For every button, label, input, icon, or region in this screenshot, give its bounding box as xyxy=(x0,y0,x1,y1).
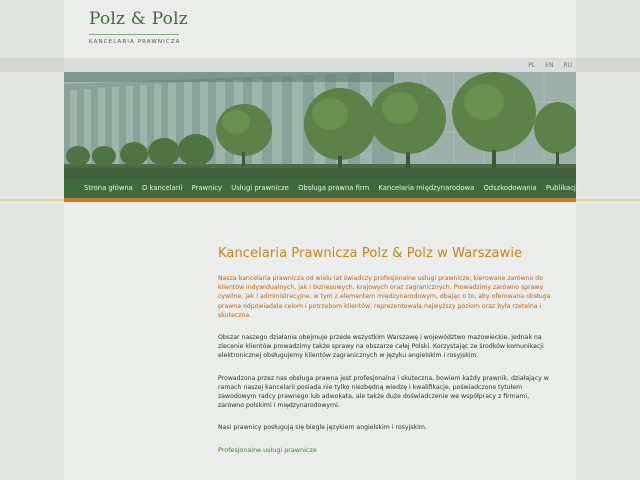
page-title: Kancelaria Prawnicza Polz & Polz w Warszawie xyxy=(218,246,523,261)
lang-en-link[interactable]: EN xyxy=(545,61,554,69)
languages-paragraph: Nasi prawnicy posługują się biegle językiem angielskim i rosyjskim. xyxy=(218,424,427,432)
lang-ru-link[interactable]: RU xyxy=(563,61,572,69)
lang-pl-link[interactable]: PL xyxy=(528,61,536,69)
logo[interactable] xyxy=(89,9,188,45)
nav-item-o-kancelarii[interactable]: O kancelarii xyxy=(142,184,183,192)
nav-item-obsluga-prawna-firm[interactable]: Obsługa prawna firm xyxy=(298,184,370,192)
nav-item-odszkodowania[interactable]: Odszkodowania xyxy=(483,184,537,192)
nav-item-strona-glowna[interactable]: Strona główna xyxy=(84,184,133,192)
nav-item-kancelaria-miedzynarodowa[interactable]: Kancelaria międzynarodowa xyxy=(378,184,475,192)
services-subheading[interactable]: Profesjonalne usługi prawnicze xyxy=(218,445,317,454)
intro-paragraph: Nasza kancelaria prawnicza od wielu lat świadczy profesjonalne usługi prawnicze, kierowane zarówno do klientów indywidualnych, jak i biznesowych, krajowych oraz zagranicznych. Prowadzimy zarówno sprawy cywilne, jak i administracyjne, w tym z elementem międzynarodowym, dbając o to, aby oferowana obsługa prawna odpowiadała celom i potrzebom klientów, reprezentowała najwyższy poziom oraz była rzetelna i skuteczna. xyxy=(218,275,551,319)
logo-tagline: KANCELARIA PRAWNICZA xyxy=(89,39,181,45)
accent-stripe xyxy=(64,198,576,202)
main-content xyxy=(218,246,552,455)
logo-divider xyxy=(89,34,179,35)
area-paragraph: Obszar naszego działania obejmuje przede wszystkim Warszawę i województwo mazowieckie, jednak na zlecenie klientów prowadzimy także sprawy na obszarze całej Polski. Korzystając ze środków komunikacji elektronicznej obsługujemy klientów zagranicznych w języku angielskim i rosyjskim. xyxy=(218,334,544,360)
header xyxy=(64,0,576,58)
nav-item-prawnicy[interactable]: Prawnicy xyxy=(191,184,223,192)
hero-image xyxy=(64,72,576,178)
nav-item-uslugi-prawnicze[interactable]: Usługi prawnicze xyxy=(231,184,289,192)
language-switcher xyxy=(528,58,572,72)
logo-name: Polz & Polz xyxy=(89,9,188,29)
nav-item-publikacje[interactable]: Publikacje xyxy=(545,184,580,192)
language-bar xyxy=(64,58,576,72)
main-nav xyxy=(64,178,580,198)
quality-paragraph: Prowadzona przez nas obsługa prawna jest profesjonalna i skuteczna, bowiem każdy prawnik, działający w ramach naszej kancelarii posiada nie tylko niezbędną wiedzę i kwalifikacje, poświadczone tytułem zawodowym radcy prawnego lub adwokata, ale także duże doświadczenie we współpracy z firmami, zarówno polskimi i międzynarodowymi. xyxy=(218,374,549,410)
hero-illustration xyxy=(64,72,576,178)
